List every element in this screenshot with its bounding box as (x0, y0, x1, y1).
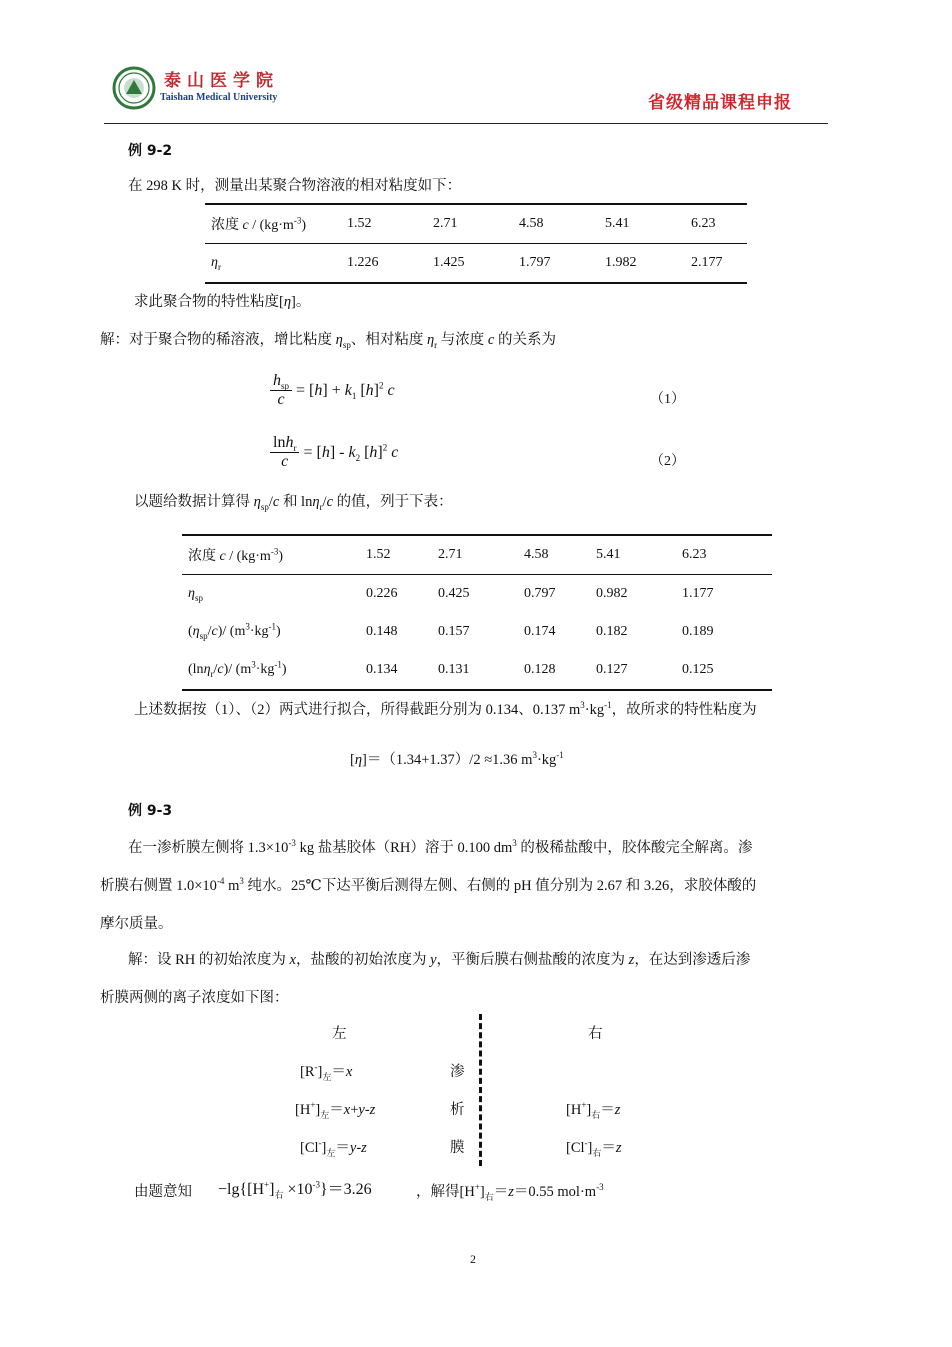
table2-cell: 0.182 (596, 624, 628, 639)
table1-cell: 2.71 (433, 216, 458, 231)
membrane-char: 渗 (450, 1064, 465, 1080)
table2-cell: 6.23 (682, 547, 707, 562)
table1-row2-label: $\eta_r$ (211, 255, 221, 272)
table1-cell: 4.58 (519, 216, 544, 231)
table2-label: 浓度 $c / (kg\cdot m^{-3})$ (188, 546, 283, 564)
equation-2-number: （2） (650, 454, 685, 469)
table1-cell: 1.52 (347, 216, 372, 231)
table1-cell: 1.982 (605, 255, 637, 270)
school-name-cn: 泰山医学院 (164, 71, 279, 91)
right-conc-H: $[H^+]_右=z$ (566, 1100, 621, 1120)
left-conc-R: $[R^-]_左=x$ (300, 1062, 353, 1082)
table2-cell: 0.174 (524, 624, 556, 639)
right-conc-Cl: $[Cl^-]_右=z$ (566, 1138, 622, 1158)
left-conc-H: $[H^+]_左=x+y-z$ (295, 1100, 376, 1120)
left-conc-Cl: $[Cl^-]_左=y-z$ (300, 1138, 367, 1158)
table2-cell: 0.128 (524, 662, 556, 677)
table2-label: $\eta_{sp}$ (188, 586, 203, 603)
fit-text: 上述数据按（1）、（2）两式进行拟合，所得截距分别为 0.134、0.137 $m^3\cdot kg^{-1}$，故所求的特性粘度为 (134, 700, 757, 718)
table2-cell: 1.52 (366, 547, 391, 562)
table2-cell: 0.148 (366, 624, 398, 639)
final-equation: $-\lg\{[H^+]_右 \times 10^{-3}\}=3.26$ (218, 1179, 372, 1201)
table2-cell: 0.134 (366, 662, 398, 677)
result-equation: [η]＝（1.34+1.37）/2 ≈1.36 $m^3\cdot kg^{-1}$ (350, 750, 564, 768)
university-logo (112, 66, 156, 110)
table2-cell: 0.982 (596, 586, 628, 601)
computed-table (182, 534, 772, 691)
table2-cell: 5.41 (596, 547, 621, 562)
table2-cell: 1.177 (682, 586, 714, 601)
example-9-3-title: 例 9-3 (128, 803, 173, 819)
school-name-en: Taishan Medical University (160, 92, 278, 103)
table2-cell: 0.131 (438, 662, 470, 677)
solution-line-2: 析膜两侧的离子浓度如下图： (100, 990, 289, 1006)
problem-line-2: 析膜右侧置 $1.0\times 10^{-4}$ $m^3$ 纯水。25℃下达平衡后测得左侧、右侧的 pH 值分别为 2.67 和 3.26，求胶体酸的 (100, 876, 757, 894)
table2-cell: 0.226 (366, 586, 398, 601)
table2-cell: 0.125 (682, 662, 714, 677)
table2-cell: 0.127 (596, 662, 628, 677)
solution-intro: 解：对于聚合物的稀溶液，增比粘度 $\eta_{sp}$、相对粘度 $\eta_r$ 与浓度 c 的关系为 (100, 332, 556, 350)
table2-cell: 0.425 (438, 586, 470, 601)
equation-1: $h_{sp}$ c = $[h] + k_1$ $[h]^2$ c (270, 372, 395, 409)
table1-cell: 2.177 (691, 255, 723, 270)
example-9-2-intro: 在 298 K 时，测量出某聚合物溶液的相对粘度如下： (128, 178, 462, 194)
table2-cell: 0.797 (524, 586, 556, 601)
example-9-2-title: 例 9-2 (128, 143, 173, 159)
table2-cell: 4.58 (524, 547, 549, 562)
header-title: 省级精品课程申报 (648, 93, 792, 113)
table1-cell: 1.226 (347, 255, 379, 270)
viscosity-table (205, 203, 747, 284)
table2-cell: 0.157 (438, 624, 470, 639)
diagram-left-head: 左 (332, 1026, 347, 1042)
problem-line-1: 在一渗析膜左侧将 $1.3\times 10^{-3}$ kg 盐基胶体（RH）溶于 0.100 $dm^3$ 的极稀盐酸中，胶体酸完全解离。渗 (128, 838, 753, 856)
diagram-right-head: 右 (588, 1026, 603, 1042)
equation-1-number: （1） (650, 392, 685, 407)
table2-label: (lnη$_r$/c)/ $(m^3\cdot kg^{-1})$ (188, 659, 287, 679)
table1-cell: 6.23 (691, 216, 716, 231)
equation-2: $\frac{\ln h_r}{c}$ = $[h] - k_2$ $[h]^2$ c (270, 434, 398, 471)
table1-cell: 1.797 (519, 255, 551, 270)
table1-cell: 1.425 (433, 255, 465, 270)
table2-cell: 2.71 (438, 547, 463, 562)
table1-row1-label: 浓度 $c / (kg\cdot m^{-3})$ (211, 215, 306, 233)
calc-intro: 以题给数据计算得 $\eta_{sp}/c$ 和 lnη$_r$/c 的值，列于下表： (134, 494, 453, 512)
table2-label: $(\eta_{sp}/c)/$ $(m^3\cdot kg^{-1})$ (188, 621, 281, 641)
page-number: 2 (470, 1252, 476, 1266)
question-text: 求此聚合物的特性粘度[η]。 (134, 294, 311, 310)
table1-cell: 5.41 (605, 216, 630, 231)
solution-line-1: 解：设 RH 的初始浓度为 x，盐酸的初始浓度为 y，平衡后膜右侧盐酸的浓度为 z，在达到渗透后渗 (128, 952, 751, 968)
final-result: ，解得$[H^+]_右=z=0.55$ $mol\cdot m^{-3}$ (416, 1182, 604, 1202)
final-prefix: 由题意知 (134, 1184, 192, 1200)
header-divider (104, 123, 828, 124)
membrane-line (479, 1014, 482, 1166)
table2-cell: 0.189 (682, 624, 714, 639)
membrane-char: 膜 (450, 1140, 465, 1156)
problem-line-3: 摩尔质量。 (100, 916, 173, 932)
membrane-char: 析 (450, 1102, 465, 1118)
